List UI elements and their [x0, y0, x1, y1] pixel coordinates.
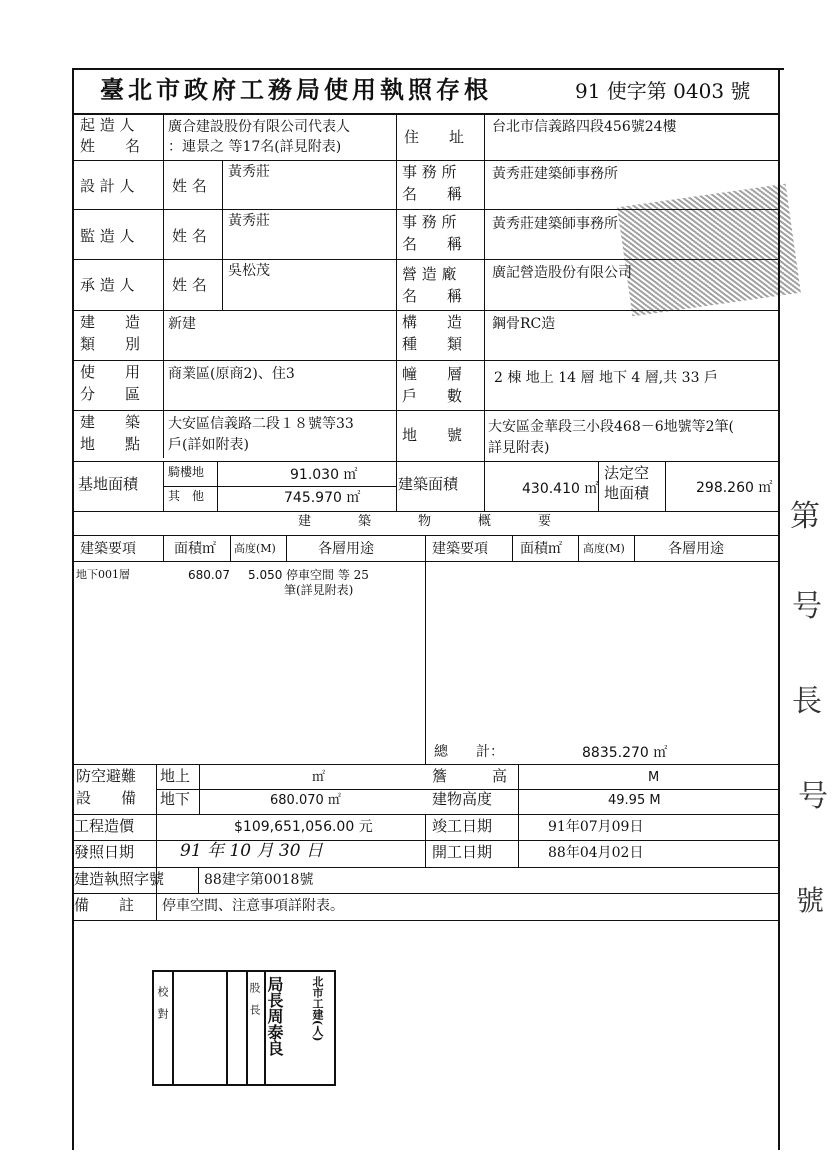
col-area-left: 面積㎡	[174, 541, 216, 557]
legal-open-value: 298.260 ㎡	[696, 480, 773, 496]
supervisor-office-value: 黃秀莊建築師事務所	[492, 216, 618, 232]
blocks-label-2: 戶 數	[402, 387, 463, 405]
contractor-label: 承 造 人	[80, 276, 135, 294]
location-label: 建 築	[80, 413, 141, 431]
build-type-value: 新建	[168, 316, 196, 332]
civil-label: 防空避難	[76, 767, 137, 785]
supervisor-office-label-2: 名 稱	[402, 235, 463, 253]
start-date-value: 88年04月02日	[548, 845, 644, 861]
remarks-label: 備 註	[74, 896, 135, 914]
total-value: 8835.270 ㎡	[582, 745, 668, 761]
designer-office-label-2: 名 稱	[402, 185, 463, 203]
designer-office-value: 黃秀莊建築師事務所	[492, 166, 618, 182]
complete-date-value: 91年07月09日	[548, 819, 644, 835]
stamp-check-label: 校 對	[156, 986, 169, 1019]
applicant-value-2: ：連景之 等17名(詳見附表)	[168, 139, 342, 155]
official-seal-stamp	[617, 184, 801, 317]
structure-value: 鋼骨RC造	[492, 316, 556, 332]
col-use-left: 各層用途	[318, 541, 374, 557]
location-value-2: 戶(詳如附表)	[168, 437, 249, 453]
arcade-label: 騎樓地	[168, 465, 205, 479]
permit-number: 91 使字第 0403 號	[575, 79, 751, 103]
margin-char-4: 号	[798, 779, 828, 814]
other-label: 其 他	[168, 489, 205, 503]
cost-label: 工程造價	[74, 817, 135, 835]
applicant-value: 廣合建設股份有限公司代表人	[168, 119, 350, 135]
complete-date-label: 竣工日期	[432, 817, 493, 835]
address-value: 台北市信義路四段456號24樓	[492, 119, 677, 135]
row1-area: 680.07	[188, 568, 230, 582]
applicant-label-2: 姓 名	[80, 137, 141, 155]
lot-value: 大安區金華段三小段468－6地號等2筆(	[488, 419, 734, 435]
other-value: 745.970 ㎡	[284, 490, 361, 506]
bldg-height-label: 建物高度	[432, 790, 493, 808]
supervisor-value: 黃秀莊	[228, 213, 270, 229]
remarks-value: 停車空間、注意事項詳附表。	[162, 898, 344, 914]
build-type-label-2: 類 別	[80, 335, 141, 353]
stamp-chief: 局長周泰良	[265, 976, 284, 1056]
col-use-right: 各層用途	[668, 541, 724, 557]
use-zone-label: 使 用	[80, 363, 141, 381]
lot-label: 地 號	[402, 426, 463, 444]
issue-date-value: 91 年 10 月 30 日	[180, 841, 323, 861]
build-permit-value: 88建字第0018號	[204, 872, 314, 888]
factory-label: 營 造 廠	[402, 265, 457, 283]
civil-below-value: 680.070 ㎡	[270, 793, 341, 808]
supervisor-label: 監 造 人	[80, 227, 135, 245]
civil-below-label: 地下	[160, 790, 191, 808]
legal-open-label: 法定空	[604, 464, 650, 482]
factory-value: 廣記營造股份有限公司	[492, 265, 632, 281]
blocks-value: 2 棟 地上 14 層 地下 4 層,共 33 戶	[494, 370, 718, 386]
stamp-side-text: 北市工建(人)	[311, 976, 324, 1042]
location-label-2: 地 點	[80, 435, 141, 453]
structure-label-2: 種 類	[402, 335, 463, 353]
col-area-right: 面積㎡	[520, 541, 562, 557]
margin-char-2: 号	[792, 589, 822, 624]
designer-value: 黃秀莊	[228, 164, 270, 180]
row1-use: 停車空間 等 25	[286, 568, 369, 582]
cost-value: $109,651,056.00 元	[234, 819, 373, 835]
total-label: 總 計：	[434, 744, 504, 760]
location-value: 大安區信義路二段１８號等33	[168, 416, 354, 432]
start-date-label: 開工日期	[432, 843, 493, 861]
eave-label: 簷 高	[432, 767, 508, 785]
use-zone-label-2: 分 區	[80, 385, 141, 403]
document-title: 臺北市政府工務局使用執照存根	[100, 75, 492, 104]
address-label: 住 址	[404, 128, 465, 146]
col-height-right: 高度(M)	[583, 542, 625, 555]
factory-label-2: 名 稱	[402, 287, 463, 305]
stamp-division-head: 股 長	[248, 982, 261, 1015]
bldg-height-value: 49.95 M	[608, 793, 661, 808]
col-item-right: 建築要項	[432, 541, 488, 557]
col-height-left: 高度(M)	[234, 542, 276, 555]
contractor-value: 吳松茂	[228, 263, 270, 279]
legal-open-label-2: 地面積	[604, 484, 650, 502]
build-permit-label: 建造執照字號	[74, 870, 165, 888]
row1-item: 地下001層	[76, 568, 130, 581]
contractor-name-label: 姓 名	[172, 276, 207, 294]
civil-label-2: 設 備	[76, 789, 137, 807]
supervisor-office-label: 事 務 所	[402, 213, 457, 231]
designer-name-label: 姓 名	[172, 177, 207, 195]
structure-label: 構 造	[402, 313, 463, 331]
approval-stamp	[152, 970, 336, 1086]
margin-char-5: 號	[796, 884, 825, 917]
col-item-left: 建築要項	[80, 541, 136, 557]
margin-char-3: 長	[792, 684, 822, 719]
designer-office-label: 事 務 所	[402, 163, 457, 181]
civil-above-label: 地上	[160, 767, 191, 785]
issue-date-label: 發照日期	[74, 843, 135, 861]
row1-use-2: 筆(詳見附表)	[284, 583, 354, 597]
building-area-value: 430.410 ㎡	[522, 481, 599, 497]
eave-value: M	[648, 770, 660, 785]
row1-height: 5.050	[248, 568, 283, 582]
margin-char-1: 第	[790, 499, 820, 534]
use-zone-value: 商業區(原商2)、住3	[168, 366, 295, 382]
base-area-label: 基地面積	[78, 475, 139, 493]
applicant-label: 起 造 人	[80, 116, 135, 134]
arcade-value: 91.030 ㎡	[290, 467, 358, 483]
build-type-label: 建 造	[80, 313, 141, 331]
overview-heading: 建 築 物 概 要	[298, 514, 554, 529]
blocks-label: 幢 層	[402, 365, 463, 383]
building-area-label: 建築面積	[398, 475, 459, 493]
lot-value-2: 詳見附表)	[488, 440, 550, 456]
designer-label: 設 計 人	[80, 177, 135, 195]
civil-above-value: ㎡	[312, 770, 326, 785]
supervisor-name-label: 姓 名	[172, 227, 207, 245]
